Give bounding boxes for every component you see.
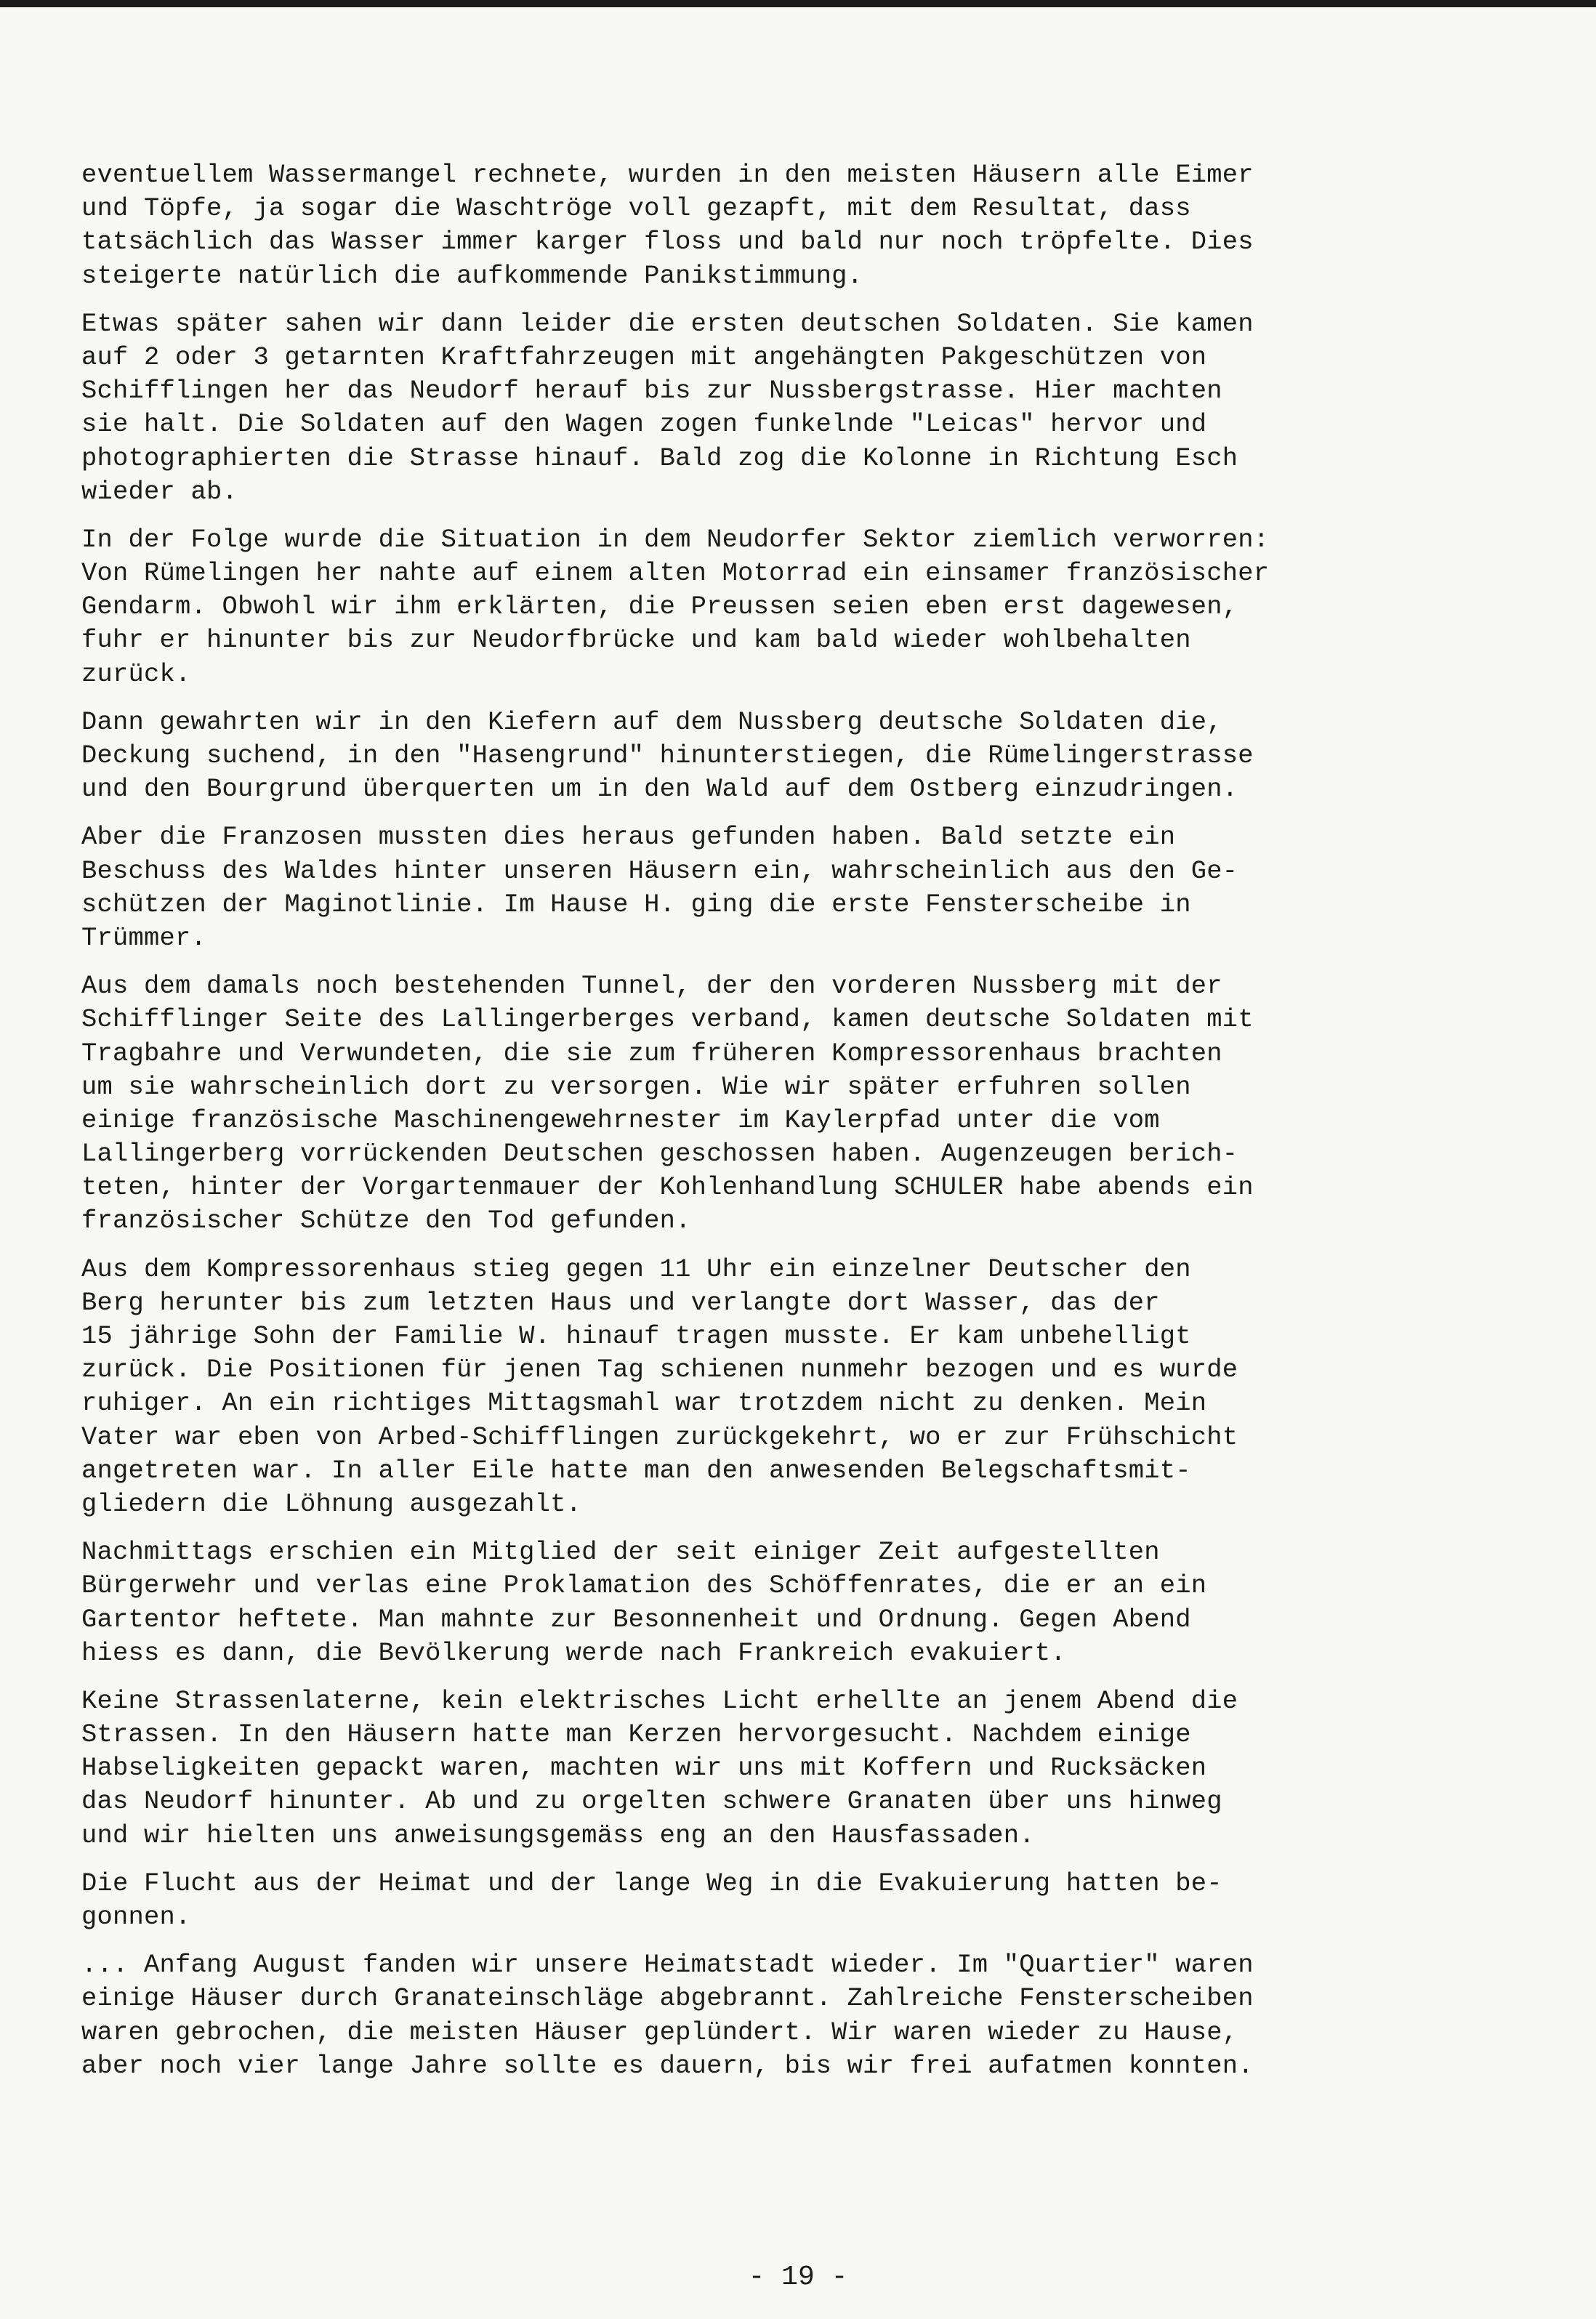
text-line: französischer Schütze den Tod gefunden. xyxy=(81,1206,691,1236)
text-line: gonnen. xyxy=(81,1902,191,1932)
paragraph-7 xyxy=(81,1253,1506,1522)
text-line: um sie wahrscheinlich dort zu versorgen. Wie wir später erfuhren sollen xyxy=(81,1071,1191,1102)
body-text xyxy=(81,158,1506,2097)
text-line: auf 2 oder 3 getarnten Kraftfahrzeugen mit angehängten Pakgeschützen von xyxy=(81,342,1207,372)
text-line: Schifflinger Seite des Lallingerberges verband, kamen deutsche Soldaten mit xyxy=(81,1004,1254,1035)
text-line: Deckung suchend, in den "Hasengrund" hinunterstiegen, die Rümelingerstrasse xyxy=(81,741,1254,770)
text-line: hiess es dann, die Bevölkerung werde nach Frankreich evakuiert. xyxy=(81,1637,1066,1668)
text-line: schützen der Maginotlinie. Im Hause H. ging die erste Fensterscheibe in xyxy=(81,889,1191,919)
text-line: photographierten die Strasse hinauf. Bald zog die Kolonne in Richtung Esch xyxy=(81,443,1238,473)
text-line: aber noch vier lange Jahre sollte es dauern, bis wir frei aufatmen konnten. xyxy=(81,2050,1254,2081)
paragraph-4 xyxy=(81,706,1506,807)
text-line: ... Anfang August fanden wir unsere Heimatstadt wieder. Im "Quartier" waren xyxy=(81,1950,1254,1980)
text-line: Keine Strassenlaterne, kein elektrisches Licht erhellte an jenem Abend die xyxy=(81,1685,1238,1716)
text-line: Aus dem damals noch bestehenden Tunnel, der den vorderen Nussberg mit der xyxy=(81,971,1222,1001)
paragraph-10 xyxy=(81,1867,1506,1934)
text-line: teten, hinter der Vorgartenmauer der Kohlenhandlung SCHULER habe abends ein xyxy=(81,1172,1254,1203)
text-line: In der Folge wurde die Situation in dem Neudorfer Sektor ziemlich verworren: xyxy=(81,524,1270,554)
paragraph-2 xyxy=(81,307,1506,509)
text-line: Habseligkeiten gepackt waren, machten wir uns mit Koffern und Rucksäcken xyxy=(81,1753,1207,1783)
text-line: Die Flucht aus der Heimat und der lange Weg in die Evakuierung hatten be- xyxy=(81,1868,1222,1898)
text-line: ruhiger. An ein richtiges Mittagsmahl war trotzdem nicht zu denken. Mein xyxy=(81,1388,1207,1419)
text-line: fuhr er hinunter bis zur Neudorfbrücke und kam bald wieder wohlbehalten xyxy=(81,625,1191,656)
text-line: gliedern die Löhnung ausgezahlt. xyxy=(81,1488,582,1519)
text-line: Gendarm. Obwohl wir ihm erklärten, die Preussen seien eben erst dagewesen, xyxy=(81,592,1238,622)
text-line: Bürgerwehr und verlas eine Proklamation des Schöffenrates, die er an ein xyxy=(81,1570,1207,1601)
text-line: Von Rümelingen her nahte auf einem alten Motorrad ein einsamer französischer xyxy=(81,558,1270,589)
text-line: Berg herunter bis zum letzten Haus und verlangte dort Wasser, das der xyxy=(81,1287,1160,1318)
text-line: Gartentor heftete. Man mahnte zur Besonnenheit und Ordnung. Gegen Abend xyxy=(81,1604,1191,1634)
text-line: Beschuss des Waldes hinter unseren Häusern ein, wahrscheinlich aus den Ge- xyxy=(81,855,1238,886)
text-line: und Töpfe, ja sogar die Waschtröge voll gezapft, mit dem Resultat, dass xyxy=(81,193,1191,224)
text-line: und wir hielten uns anweisungsgemäss eng an den Hausfassaden. xyxy=(81,1820,1035,1850)
paragraph-6 xyxy=(81,969,1506,1238)
paragraph-1 xyxy=(81,158,1506,293)
text-line: sie halt. Die Soldaten auf den Wagen zogen funkelnde "Leicas" hervor und xyxy=(81,409,1207,440)
paragraph-3 xyxy=(81,523,1506,691)
text-line: Strassen. In den Häusern hatte man Kerzen hervorgesucht. Nachdem einige xyxy=(81,1719,1191,1750)
paragraph-8 xyxy=(81,1536,1506,1670)
text-line: Tragbahre und Verwundeten, die sie zum früheren Kompressorenhaus brachten xyxy=(81,1038,1222,1068)
text-line: Vater war eben von Arbed-Schifflingen zurückgekehrt, wo er zur Frühschicht xyxy=(81,1421,1238,1452)
text-line: Lallingerberg vorrückenden Deutschen geschossen haben. Augenzeugen berich- xyxy=(81,1139,1238,1169)
text-line: einige französische Maschinengewehrnester im Kaylerpfad unter die vom xyxy=(81,1105,1160,1135)
text-line: eventuellem Wassermangel rechnete, wurden in den meisten Häusern alle Eimer xyxy=(81,160,1254,190)
paragraph-9 xyxy=(81,1685,1506,1852)
text-line: 15 jährige Sohn der Familie W. hinauf tragen musste. Er kam unbehelligt xyxy=(81,1321,1191,1351)
text-line: Aus dem Kompressorenhaus stieg gegen 11 Uhr ein einzelner Deutscher den xyxy=(81,1254,1191,1284)
page-number: - 19 - xyxy=(748,2262,848,2293)
text-line: zurück. xyxy=(81,658,191,689)
top-border-rule xyxy=(0,0,1596,7)
text-line: Dann gewahrten wir in den Kiefern auf dem Nussberg deutsche Soldaten die, xyxy=(81,706,1222,737)
text-line: und den Bourgrund überquerten um in den Wald auf dem Ostberg einzudringen. xyxy=(81,774,1238,804)
text-line: Schifflingen her das Neudorf herauf bis zur Nussbergstrasse. Hier machten xyxy=(81,376,1222,406)
text-line: wieder ab. xyxy=(81,476,238,507)
text-line: angetreten war. In aller Eile hatte man den anwesenden Belegschaftsmit- xyxy=(81,1455,1191,1485)
paragraph-11 xyxy=(81,1948,1506,2083)
text-line: steigerte natürlich die aufkommende Panikstimmung. xyxy=(81,260,863,291)
text-line: Etwas später sahen wir dann leider die ersten deutschen Soldaten. Sie kamen xyxy=(81,308,1254,339)
paragraph-5 xyxy=(81,820,1506,955)
text-line: einige Häuser durch Granateinschläge abgebrannt. Zahlreiche Fensterscheiben xyxy=(81,1983,1254,2014)
text-line: tatsächlich das Wasser immer karger floss und bald nur noch tröpfelte. Dies xyxy=(81,227,1254,257)
text-line: Nachmittags erschien ein Mitglied der seit einiger Zeit aufgestellten xyxy=(81,1537,1160,1568)
text-line: das Neudorf hinunter. Ab und zu orgelten schwere Granaten über uns hinweg xyxy=(81,1786,1222,1817)
text-line: waren gebrochen, die meisten Häuser geplündert. Wir waren wieder zu Hause, xyxy=(81,2017,1238,2047)
text-line: Trümmer. xyxy=(81,922,207,953)
text-line: Aber die Franzosen mussten dies heraus gefunden haben. Bald setzte ein xyxy=(81,822,1176,852)
text-line: zurück. Die Positionen für jenen Tag schienen nunmehr bezogen und es wurde xyxy=(81,1355,1238,1385)
